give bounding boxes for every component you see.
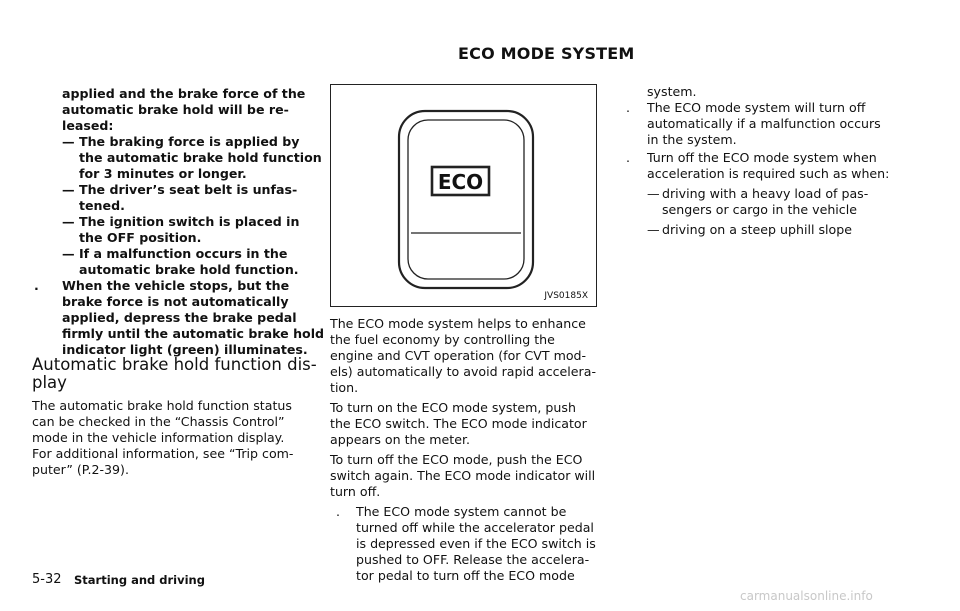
body-line: For additional information, see “Trip com-: [32, 446, 294, 461]
eco-switch-figure: [330, 84, 597, 307]
body-line: can be checked in the “Chassis Control”: [32, 414, 285, 429]
bullet-line: acceleration is required such as when:: [647, 166, 890, 181]
watermark: carmanualsonline.info: [740, 589, 873, 603]
dash-item-line: The ignition switch is placed in: [79, 214, 300, 229]
body-line: the ECO switch. The ECO mode indicator: [330, 416, 587, 431]
dash-item-line: tened.: [79, 198, 125, 213]
dash-glyph: —: [647, 222, 660, 237]
body-line: To turn on the ECO mode system, push: [330, 400, 576, 415]
text-line: leased:: [62, 118, 114, 133]
body-line: tion.: [330, 380, 359, 395]
body-line: The automatic brake hold function status: [32, 398, 292, 413]
body-line: switch again. The ECO mode indicator will: [330, 468, 596, 483]
bullet-line: Turn off the ECO mode system when: [647, 150, 877, 165]
body-line: the fuel economy by controlling the: [330, 332, 555, 347]
switch-inner-bezel: [408, 120, 524, 279]
body-line: engine and CVT operation (for CVT mod-: [330, 348, 587, 363]
eco-switch-label: ECO: [437, 170, 484, 194]
body-line: The ECO mode system helps to enhance: [330, 316, 586, 331]
dash-glyph: —: [62, 214, 75, 229]
dash-item-line: for 3 minutes or longer.: [79, 166, 247, 181]
dash-item-line: If a malfunction occurs in the: [79, 246, 288, 261]
bullet-glyph: .: [626, 150, 631, 165]
dash-glyph: —: [62, 246, 75, 261]
dash-item-line: driving with a heavy load of pas-: [662, 186, 869, 201]
bullet-line: in the system.: [647, 132, 737, 147]
page-number: 5-32: [32, 572, 62, 587]
body-line: els) automatically to avoid rapid accelera-: [330, 364, 596, 379]
text-line: automatic brake hold will be re-: [62, 102, 289, 117]
bullet-line: automatically if a malfunction occurs: [647, 116, 881, 131]
dash-item-line: the automatic brake hold function: [79, 150, 322, 165]
continuation-line: system.: [647, 84, 697, 99]
body-line: appears on the meter.: [330, 432, 471, 447]
bullet-glyph: .: [34, 278, 39, 293]
bullet-line: The ECO mode system will turn off: [647, 100, 866, 115]
bullet-line: turned off while the accelerator pedal: [356, 520, 594, 535]
body-line: mode in the vehicle information display.: [32, 430, 285, 445]
bullet-line: is depressed even if the ECO switch is: [356, 536, 596, 551]
body-line: To turn off the ECO mode, push the ECO: [330, 452, 583, 467]
dash-item-line: sengers or cargo in the vehicle: [662, 202, 857, 217]
bullet-line: firmly until the automatic brake hold: [62, 326, 325, 341]
bullet-line: When the vehicle stops, but the: [62, 278, 290, 293]
bullet-line: pushed to OFF. Release the accelera-: [356, 552, 590, 567]
dash-glyph: —: [62, 134, 75, 149]
bullet-line: applied, depress the brake pedal: [62, 310, 297, 325]
bullet-line: The ECO mode system cannot be: [356, 504, 567, 519]
dash-item-line: the OFF position.: [79, 230, 202, 245]
eco-switch-illustration: [331, 85, 596, 306]
bullet-glyph: .: [626, 100, 631, 115]
dash-glyph: —: [647, 186, 660, 201]
bullet-glyph: .: [336, 504, 341, 519]
subheading-line: play: [32, 373, 67, 392]
switch-outer-bezel: [399, 111, 533, 288]
dash-glyph: —: [62, 182, 75, 197]
bullet-line: tor pedal to turn off the ECO mode: [356, 568, 575, 583]
text-line: applied and the brake force of the: [62, 86, 306, 101]
dash-item-line: automatic brake hold function.: [79, 262, 299, 277]
bullet-line: indicator light (green) illuminates.: [62, 342, 308, 357]
dash-item-line: The driver’s seat belt is unfas-: [79, 182, 298, 197]
body-line: turn off.: [330, 484, 381, 499]
bullet-line: brake force is not automatically: [62, 294, 289, 309]
subheading-line: Automatic brake hold function dis-: [32, 355, 317, 374]
dash-item-line: The braking force is applied by: [79, 134, 300, 149]
chapter-title: Starting and driving: [74, 573, 205, 587]
body-line: puter” (P.2-39).: [32, 462, 129, 477]
dash-item-line: driving on a steep uphill slope: [662, 222, 852, 237]
figure-code: JVS0185X: [544, 291, 588, 301]
section-title: ECO MODE SYSTEM: [458, 44, 635, 63]
